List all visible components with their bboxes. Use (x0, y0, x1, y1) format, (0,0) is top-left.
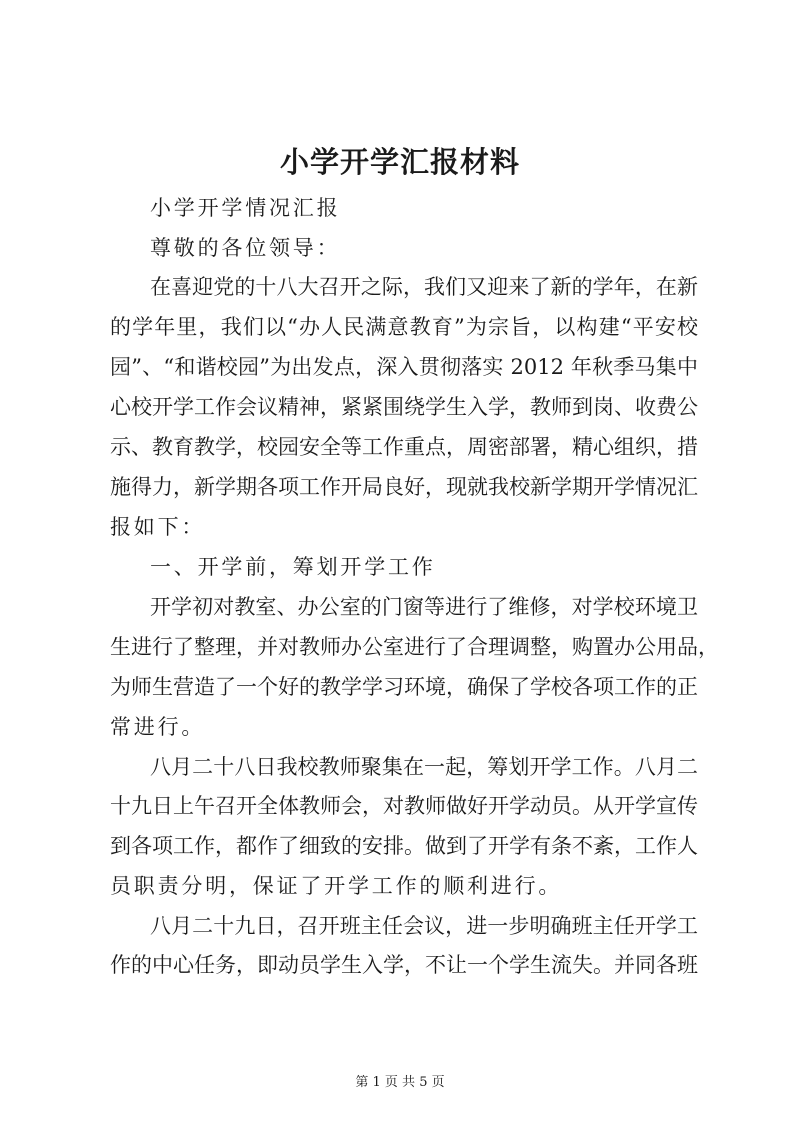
text-line: 为师生营造了一个好的教学学习环境，确保了学校各项工作的正 (110, 675, 698, 699)
text-line: 施得力，新学期各项工作开局良好，现就我校新学期开学情况汇 (110, 475, 698, 499)
text-line: 到各项工作，都作了细致的安排。做到了开学有条不紊，工作人 (110, 834, 698, 858)
text-line: 在喜迎党的十八大召开之际，我们又迎来了新的学年，在新 (150, 275, 698, 299)
text-line: 报如下： (110, 515, 206, 539)
text-line: 作的中心任务，即动员学生入学，不让一个学生流失。并同各班 (110, 953, 698, 977)
text-line: 心校开学工作会议精神，紧紧围绕学生入学，教师到岗、收费公 (110, 395, 698, 419)
document-title: 小学开学汇报材料 (279, 145, 520, 179)
text-line: 生进行了整理，并对教师办公室进行了合理调整，购置办公用品， (110, 635, 719, 659)
text-line: 小学开学情况汇报 (150, 196, 341, 220)
text-line: 示、教育教学，校园安全等工作重点，周密部署，精心组织，措 (110, 435, 698, 459)
text-line: 的学年里，我们以“办人民满意教育”为宗旨，以构建“平安校 (110, 315, 698, 339)
text-line: 开学初对教室、办公室的门窗等进行了维修，对学校环境卫 (150, 595, 698, 619)
text-line: 十九日上午召开全体教师会，对教师做好开学动员。从开学宣传 (110, 794, 698, 818)
text-line: 常进行。 (110, 715, 206, 739)
text-line: 园”、“和谐校园”为出发点，深入贯彻落实 2012 年秋季马集中 (110, 355, 698, 379)
text-line: 员职责分明，保证了开学工作的顺利进行。 (110, 874, 563, 898)
text-line: 八月二十八日我校教师聚集在一起，筹划开学工作。八月二 (150, 755, 698, 779)
text-line: 一、开学前，筹划开学工作 (150, 555, 436, 579)
page-footer: 第 1 页 共 5 页 (355, 1075, 445, 1090)
text-line: 八月二十九日，召开班主任会议，进一步明确班主任开学工 (150, 914, 698, 938)
text-line: 尊敬的各位领导： (150, 236, 341, 260)
